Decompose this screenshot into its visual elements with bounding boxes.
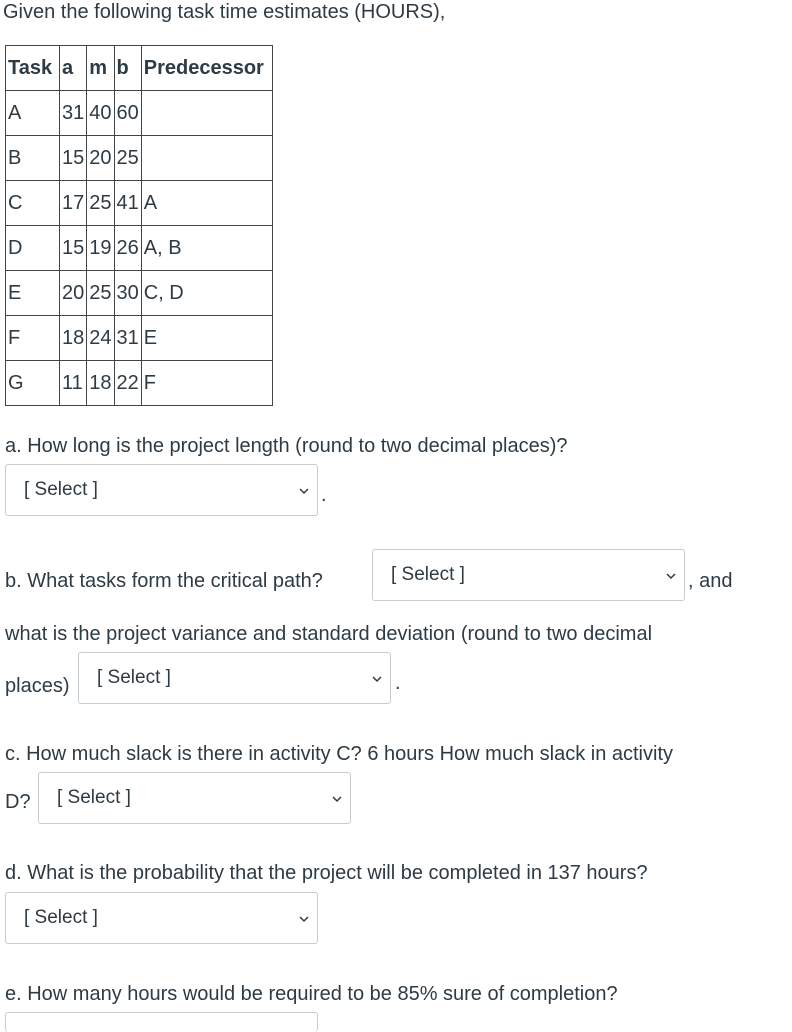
table-row <box>6 361 273 406</box>
header-m: m <box>87 46 114 91</box>
header-predecessor: Predecessor <box>141 46 272 91</box>
cell-m: 25 <box>87 271 114 316</box>
question-c-text: c. How much slack is there in activity C? 6 hours How much slack in activity <box>5 743 673 765</box>
cell-b: 30 <box>114 271 141 316</box>
cell-a: 20 <box>60 271 87 316</box>
chevron-down-icon <box>666 571 676 581</box>
table-row <box>6 271 273 316</box>
select-placeholder: [ Select ] <box>97 667 171 688</box>
intro-text: Given the following task time estimates (HOURS), <box>3 1 446 23</box>
cell-b: 60 <box>114 91 141 136</box>
table-row <box>6 316 273 361</box>
cell-predecessor: E <box>141 316 272 361</box>
cell-b: 31 <box>114 316 141 361</box>
critical-path-select[interactable] <box>372 549 685 601</box>
question-b-text: b. What tasks form the critical path? <box>5 570 323 592</box>
cell-task: B <box>6 136 60 181</box>
probability-select[interactable] <box>5 892 318 944</box>
cell-a: 31 <box>60 91 87 136</box>
cell-m: 40 <box>87 91 114 136</box>
cell-task: G <box>6 361 60 406</box>
cell-m: 20 <box>87 136 114 181</box>
table-row <box>6 226 273 271</box>
question-e-text: e. How many hours would be required to be 85% sure of completion? <box>5 983 618 1005</box>
cell-a: 15 <box>60 226 87 271</box>
cell-task: C <box>6 181 60 226</box>
question-a-select[interactable] <box>5 464 318 516</box>
header-a: a <box>60 46 87 91</box>
cell-task: F <box>6 316 60 361</box>
question-d-text: d. What is the probability that the project will be completed in 137 hours? <box>5 862 648 884</box>
cell-predecessor: C, D <box>141 271 272 316</box>
cell-predecessor <box>141 91 272 136</box>
cell-predecessor: A <box>141 181 272 226</box>
cell-m: 24 <box>87 316 114 361</box>
chevron-down-icon <box>299 914 309 924</box>
question-b-and: , and <box>688 570 733 592</box>
table-row <box>6 181 273 226</box>
chevron-down-icon <box>372 674 382 684</box>
cell-b: 26 <box>114 226 141 271</box>
select-placeholder: [ Select ] <box>24 479 98 500</box>
cell-a: 18 <box>60 316 87 361</box>
question-b-text-3: places) <box>5 675 70 697</box>
cell-a: 11 <box>60 361 87 406</box>
cell-a: 17 <box>60 181 87 226</box>
cell-task: E <box>6 271 60 316</box>
cell-b: 41 <box>114 181 141 226</box>
cell-predecessor <box>141 136 272 181</box>
cell-b: 22 <box>114 361 141 406</box>
table-row <box>6 91 273 136</box>
question-a-text: a. How long is the project length (round to two decimal places)? <box>5 435 568 457</box>
cell-task: D <box>6 226 60 271</box>
cell-m: 18 <box>87 361 114 406</box>
select-placeholder: [ Select ] <box>391 564 465 585</box>
cell-b: 25 <box>114 136 141 181</box>
chevron-down-icon <box>332 794 342 804</box>
cell-m: 25 <box>87 181 114 226</box>
cell-predecessor: F <box>141 361 272 406</box>
question-b-text-2: what is the project variance and standard deviation (round to two decimal <box>5 623 653 645</box>
cell-m: 19 <box>87 226 114 271</box>
cell-predecessor: A, B <box>141 226 272 271</box>
select-placeholder: [ Select ] <box>24 907 98 928</box>
period-mark: . <box>321 484 327 506</box>
cell-a: 15 <box>60 136 87 181</box>
period-mark: . <box>395 672 401 694</box>
variance-select[interactable] <box>78 652 391 704</box>
table-header-row <box>6 46 273 91</box>
chevron-down-icon <box>299 486 309 496</box>
task-time-table <box>5 45 273 406</box>
header-task: Task <box>6 46 60 91</box>
hours-85-select[interactable] <box>5 1012 318 1032</box>
cell-task: A <box>6 91 60 136</box>
select-placeholder: [ Select ] <box>57 787 131 808</box>
question-c-text-2: D? <box>5 791 31 813</box>
header-b: b <box>114 46 141 91</box>
slack-d-select[interactable] <box>38 772 351 824</box>
table-row <box>6 136 273 181</box>
